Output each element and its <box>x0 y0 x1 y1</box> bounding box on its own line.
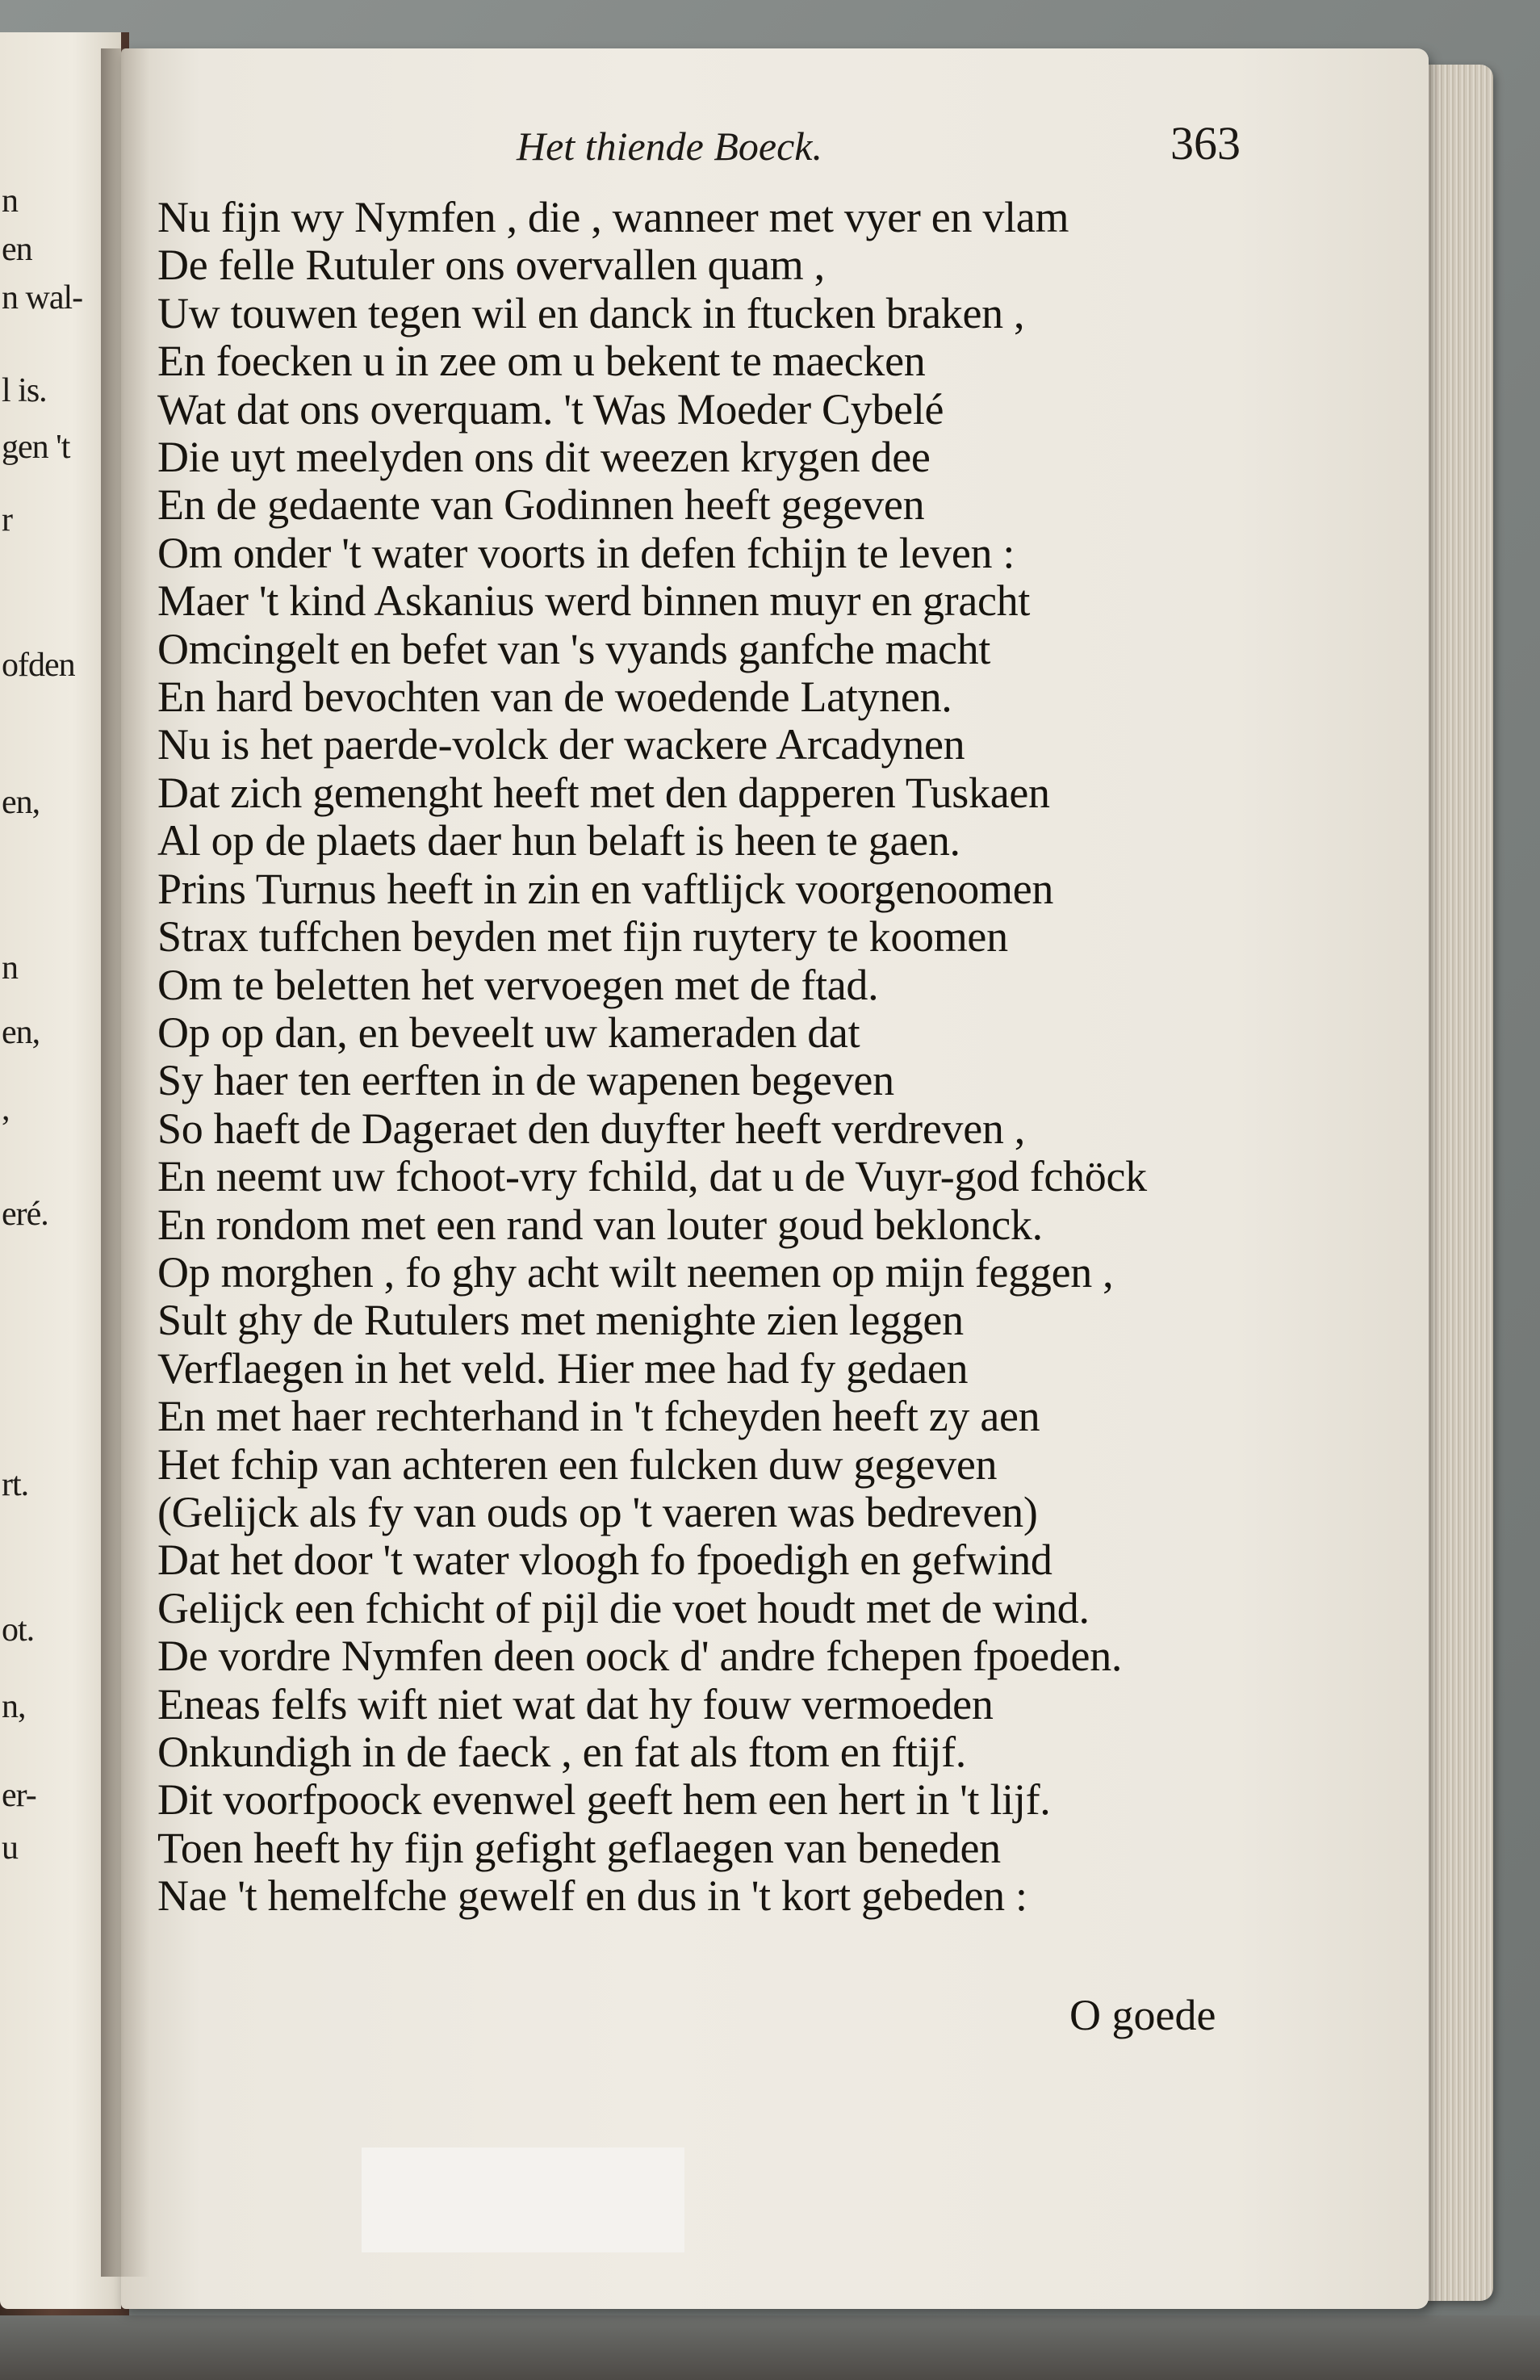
verse-line: Toen heeft hy fijn gefight geflaegen van beneden <box>157 1823 1001 1872</box>
verse-line: Op op dan, en beveelt uw kameraden dat <box>157 1008 860 1057</box>
running-title: Het thiende Boeck. <box>517 124 822 169</box>
verse-line: Strax tuffchen beyden met fijn ruytery te koomen <box>157 912 1008 962</box>
verse-line: Omcingelt en befet van 's vyands ganfche macht <box>157 624 991 673</box>
verse-line: Dat het door 't water vloogh fo fpoedigh en gefwind <box>157 1536 1052 1585</box>
left-page-fragment: ofden <box>2 647 75 684</box>
page-block-edges <box>1421 65 1493 2301</box>
left-page-fragment: en <box>2 231 32 268</box>
page-number: 363 <box>1170 117 1241 170</box>
verse-line: De vordre Nymfen deen oock d' andre fchepen fpoeden. <box>157 1632 1123 1681</box>
verse-line: Gelijck een fchicht of pijl die voet houdt met de wind. <box>157 1583 1090 1632</box>
left-page-fragment: u <box>2 1829 18 1867</box>
verse-line: So haeft de Dageraet den duyfter heeft verdreven , <box>157 1104 1025 1153</box>
left-page-fragment: , <box>2 1091 10 1128</box>
verse-line: De felle Rutuler ons overvallen quam , <box>157 241 825 290</box>
left-page-fragment: gen 't <box>2 429 70 466</box>
left-page-fragment: en, <box>2 1014 40 1051</box>
left-page-fragment: n <box>2 182 18 220</box>
verse-line: Prins Turnus heeft in zin en vaftlijck voorgenoomen <box>157 864 1054 913</box>
verse-line: En hard bevochten van de woedende Latynen. <box>157 673 952 722</box>
verse-line: (Gelijck als fy van ouds op 't vaeren was bedreven) <box>157 1487 1038 1536</box>
verse-line: Verflaegen in het veld. Hier mee had fy gedaen <box>157 1343 969 1393</box>
left-page-fragment: n, <box>2 1688 26 1725</box>
verse-line: En neemt uw fchoot-vry fchild, dat u de Vuyr-god fchöck <box>157 1152 1147 1201</box>
verse-line: Maer 't kind Askanius werd binnen muyr en gracht <box>157 576 1031 626</box>
verse-line: Nae 't hemelfche gewelf en dus in 't kort gebeden : <box>157 1871 1027 1921</box>
verse-line: Om onder 't water voorts in defen fchijn te leven : <box>157 528 1015 577</box>
left-page-fragment: en, <box>2 784 40 821</box>
verse-line: Die uyt meelyden ons dit weezen krygen dee <box>157 433 931 482</box>
left-page-fragment: rt. <box>2 1466 29 1503</box>
verse-line: Sult ghy de Rutulers met menighte zien leggen <box>157 1296 964 1345</box>
verse-line: En de gedaente van Godinnen heeft gegeven <box>157 480 925 530</box>
paper-repair-patch <box>362 2147 684 2252</box>
left-page-fragment: n <box>2 949 18 987</box>
verse-line: En met haer rechterhand in 't fcheyden heeft zy aen <box>157 1392 1040 1441</box>
verse-line: Eneas felfs wift niet wat dat hy fouw vermoeden <box>157 1679 994 1728</box>
verse-line: Al op de plaets daer hun belaft is heen te gaen. <box>157 816 960 865</box>
verse-line: Dit voorfpoock evenwel geeft hem een hert in 't lijf. <box>157 1775 1051 1825</box>
gutter-shadow <box>101 48 149 2277</box>
verse-line: Onkundigh in de faeck , en fat als ftom en ftijf. <box>157 1728 966 1776</box>
left-page-fragment: l is. <box>2 372 47 409</box>
verse-line: Nu fijn wy Nymfen , die , wanneer met vyer en vlam <box>157 193 1069 241</box>
verse-line: En rondom met een rand van louter goud beklonck. <box>157 1200 1043 1249</box>
verse-line: Het fchip van achteren een fulcken duw gegeven <box>157 1439 998 1489</box>
page-header <box>121 81 1429 170</box>
book-cover-bottom <box>0 2315 1540 2380</box>
verse-text-block <box>157 194 1287 1921</box>
verse-line: Op morghen , fo ghy acht wilt neemen op mijn feggen , <box>157 1247 1114 1297</box>
verse-line: Dat zich gemenght heeft met den dapperen Tuskaen <box>157 768 1050 817</box>
verse-line: Sy haer ten eerften in de wapenen begeven <box>157 1056 894 1105</box>
left-page-fragment: er- <box>2 1777 36 1814</box>
catchword: O goede <box>1069 1991 1216 2039</box>
left-page-fragment: n wal- <box>2 279 83 316</box>
verse-line: En foecken u in zee om u bekent te maecken <box>157 337 926 386</box>
verse-line: Uw touwen tegen wil en danck in ftucken braken , <box>157 288 1025 337</box>
left-page-fragment: ot. <box>2 1611 35 1649</box>
left-page-fragment: eré. <box>2 1196 48 1233</box>
verse-line: Nu is het paerde-volck der wackere Arcadynen <box>157 720 965 769</box>
left-page-fragment: r <box>2 501 12 538</box>
verse-line: Om te beletten het vervoegen met de ftad. <box>157 960 879 1009</box>
verse-line: Wat dat ons overquam. 't Was Moeder Cybelé <box>157 384 944 434</box>
